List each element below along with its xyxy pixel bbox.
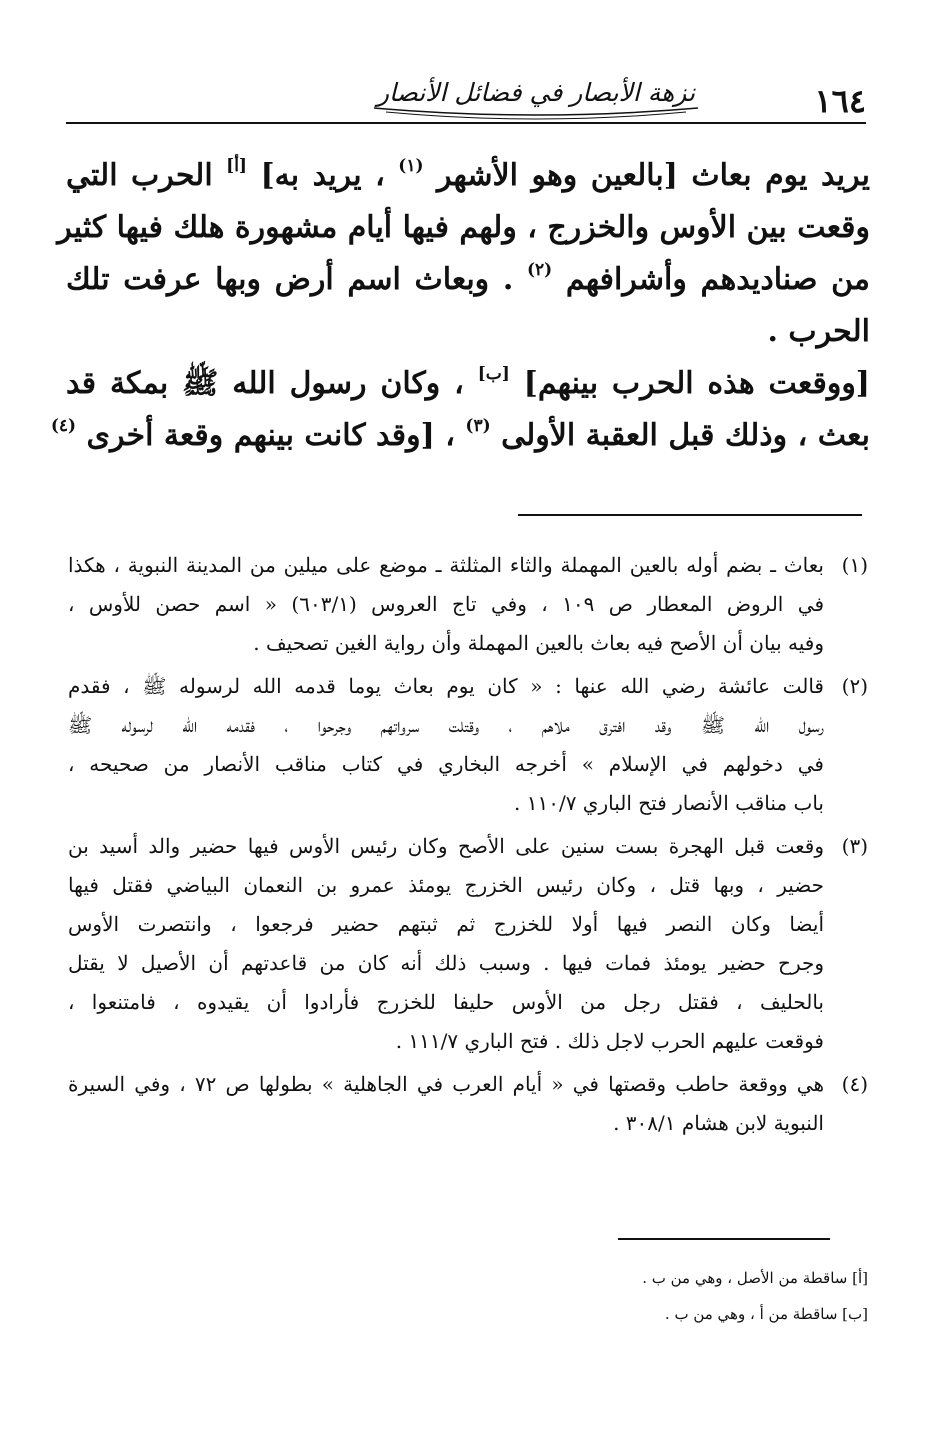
footnote-1: (١) بعاث ـ بضم أوله بالعين المهملة والثاء المثلثة ـ موضع على ميلين من المدينة النبوية ، هكذا في الروض المعطار ص ١٠٩ ، وفي تاج العروس (٦٠٣/١) « اسم حصن للأوس ، وفيه بيان أن الأصح فيه بعاث بالعين المهملة وأن رواية الغين تصحيف . xyxy=(68,546,868,663)
editor-note-b: [ب] ساقطة من أ ، وهي من ب . xyxy=(664,1305,868,1323)
main-line-1: يريد يوم بعاث [بالعين وهو الأشهر $^{(١)}$ ، يريد به] [أ] الحرب التي xyxy=(66,156,871,193)
page-header xyxy=(66,52,866,122)
notes-separator xyxy=(618,1238,830,1240)
header-rule xyxy=(66,122,866,124)
footnote-ref-1: (١) xyxy=(398,156,424,176)
footnote-number: (٤) xyxy=(841,1072,868,1096)
main-line-4: الحرب . xyxy=(767,314,870,349)
running-title-text: نزهة الأبصار في فضائل الأنصار xyxy=(376,77,696,107)
footnotes xyxy=(68,546,868,1147)
footnote-3: (٣) وقعت قبل الهجرة بست سنين على الأصح وكان رئيس الأوس فيها حضير والد أسيد بن حضير ، وبها قتل ، وكان رئيس الخزرج يومئذ عمرو بن النعمان البياضي فقتل فيها أيضا وكان النصر فيها أولا للخزرج ثم ثبتهم حضير فرجعوا ، وانتصرت الأوس وجرح حضير يومئذ فمات فيها . وسبب ذلك أنه كان من قاعدتهم أن الأصيل لا يقتل بالحليف ، فقتل رجل من الأوس حليفا للخزرج فأرادوا أن يقيدوه ، فامتنعوا ، فوقعت عليهم الحرب لاجل ذلك . فتح الباري ١١١/٧ . xyxy=(68,827,868,1061)
note-ref-a: [أ] xyxy=(226,156,247,176)
main-text xyxy=(50,150,871,462)
footnote-ref-2: (٢) xyxy=(526,260,553,280)
footnote-number: (٢) xyxy=(841,674,868,698)
footnote-ref-3: (٣) xyxy=(465,416,491,436)
page-number: ١٦٤ xyxy=(814,82,866,120)
main-line-3: من صناديدهم وأشرافهم $^{(٢)}$ . وبعاث اسم أرض وبها عرفت تلك xyxy=(66,260,870,297)
footnote-4: (٤) هي ووقعة حاطب وقصتها في « أيام العرب في الجاهلية » بطولها ص ٧٢ ، وفي السيرة النبوية لابن هشام ٣٠٨/١ . xyxy=(68,1065,868,1143)
main-line-2: وقعت بين الأوس والخزرج ، ولهم فيها أيام مشهورة هلك فيها كثير xyxy=(57,210,870,245)
footnote-number: (١) xyxy=(841,553,868,577)
editor-note-a: [أ] ساقطة من الأصل ، وهي من ب . xyxy=(642,1269,868,1287)
editor-notes xyxy=(368,1260,868,1332)
main-line-6: بعث ، وذلك قبل العقبة الأولى $^{(٣)}$ ، [وقد كانت بينهم وقعة أخرى $^{(٤)}$ xyxy=(50,416,870,453)
footnote-ref-4: (٤) xyxy=(50,416,77,436)
note-ref-b: [ب] xyxy=(477,364,510,384)
main-line-5: [ووقعت هذه الحرب بينهم] [ب] ، وكان رسول الله ﷺ بمكة قد xyxy=(66,364,871,401)
footnote-separator xyxy=(518,514,862,516)
footnote-2: (٢) قالت عائشة رضي الله عنها : « كان يوم بعاث يوما قدمه الله لرسوله ﷺ ، فقدم رسول الله ﷺ وقد افترق ملاهم ، وقتلت سرواتهم وجرحوا ، فقدمه الله لرسوله ﷺ في دخولهم في الإسلام » أخرجه البخاري في كتاب مناقب الأنصار من صحيحه ، باب مناقب الأنصار فتح الباري ١١٠/٧ . xyxy=(68,667,868,823)
running-title xyxy=(366,64,706,120)
footnote-number: (٣) xyxy=(841,834,868,858)
